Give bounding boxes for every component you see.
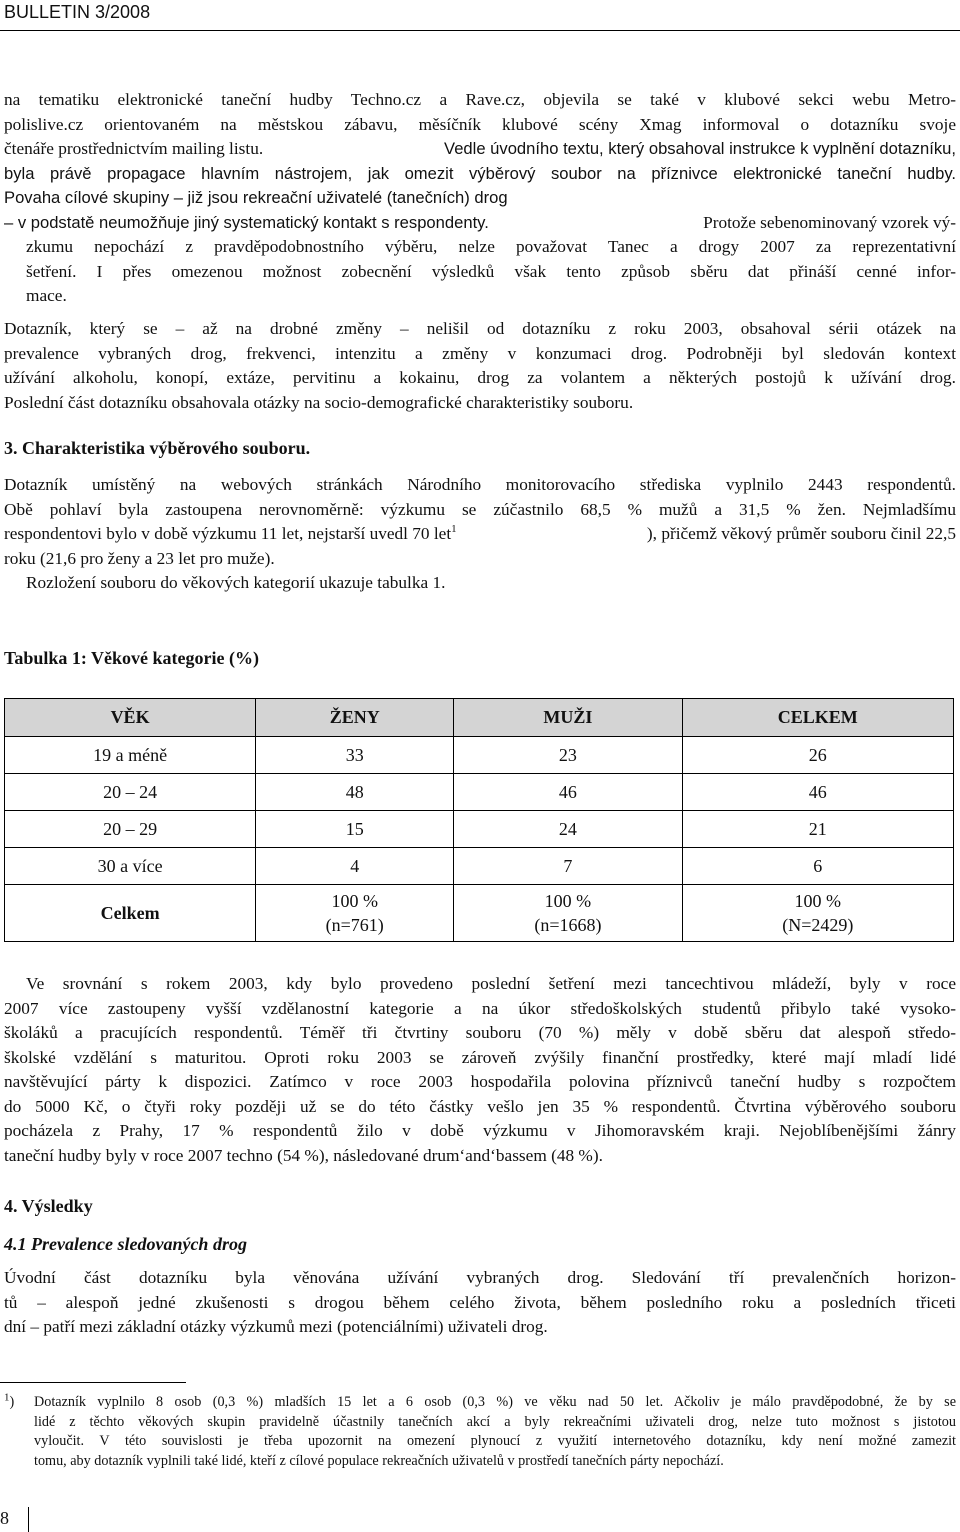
table-cell: 20 – 24: [5, 774, 256, 811]
text-fragment: – v podstatě neumožňuje jiný systematický kontakt s respondenty.: [4, 212, 489, 232]
total-n: (n=1668): [534, 915, 602, 935]
table-total-row: [5, 885, 954, 942]
table-row: [5, 848, 954, 885]
section-heading-3: 3. Charakteristika výběrového souboru.: [4, 438, 311, 458]
text-fragment: ), přičemž věkový průměr souboru činil 22,5: [646, 524, 956, 543]
column-header: VĚK: [5, 699, 256, 737]
text-line: Povaha cílové skupiny – již jsou rekreační uživatelé (tanečních) drog: [4, 188, 508, 207]
table-cell: 4: [256, 848, 454, 885]
text-line: prevalence vybraných drog, frekvenci, intenzitu a změny v konzumaci drog. Podrobněji byl sledován kontext: [4, 343, 956, 363]
text-fragment: Vedle úvodního textu, který obsahoval instrukce k vyplnění dotazníku,: [444, 139, 956, 158]
text-line: zkumu nepochází z pravděpodobnostního výběru, nelze považovat Tanec a drogy 2007 za reprezentativní: [26, 237, 956, 256]
text-line: pocházela z Prahy, 17 % respondentů žilo v době výzkumu v Jihomoravském kraji. Nejoblíbenějšími žánry: [4, 1121, 956, 1140]
table-cell: Celkem: [5, 885, 256, 942]
text-line: mace.: [26, 286, 67, 305]
section-heading-4: 4. Výsledky: [4, 1196, 93, 1216]
total-pct: 100 %: [544, 891, 592, 911]
table-cell: 20 – 29: [5, 811, 256, 848]
text-line: Dotazník umístěný na webových stránkách Národního monitorovacího střediska vyplnilo 2443 respondentů.: [4, 475, 956, 494]
text-fragment: respondentovi bylo v době výzkumu 11 let, nejstarší uvedl 70 let: [4, 524, 452, 543]
column-header: CELKEM: [682, 699, 953, 737]
text-line: [4, 137, 956, 162]
text-line: [4, 211, 956, 236]
footnote-line: tomu, aby dotazník vyplnili také lidé, kteří z cílové populace rekreačních uživatelů v prostředí tanečních párty nepochází.: [34, 1452, 724, 1469]
text-fragment: Protože sebenominovaný vzorek vý-: [703, 212, 956, 232]
text-line: Úvodní část dotazníku byla věnována užívání vybraných drog. Sledování tří prevalenčních horizon-: [4, 1268, 956, 1287]
table-cell: 30 a více: [5, 848, 256, 885]
total-n: (N=2429): [782, 915, 854, 935]
total-pct: 100 %: [331, 891, 378, 911]
text-line: roku (21,6 pro ženy a 23 let pro muže).: [4, 548, 275, 568]
table-row: [5, 737, 954, 774]
table-cell: 19 a méně: [5, 737, 256, 774]
text-line: taneční hudby byly v roce 2007 techno (54 %), následované drum‘and‘bassem (48 %).: [4, 1145, 603, 1165]
table-cell: 46: [682, 774, 953, 811]
text-line: polislive.cz orientovaném na městskou zábavu, měsíčník klubové scény Xmag informoval o dotazníku svoje: [4, 114, 956, 134]
table-caption: Tabulka 1: Věkové kategorie (%): [4, 648, 260, 668]
footnote-ref: 1: [451, 523, 457, 536]
total-pct: 100 %: [794, 891, 842, 911]
table-cell: 7: [454, 848, 682, 885]
text-line: školáků a pracujících respondentů. Téměř tři čtvrtiny souboru (70 %) měly v době sběru dat alespoň středo-: [4, 1023, 956, 1042]
table-cell: 33: [256, 737, 454, 774]
footnote-number: 1: [4, 1391, 10, 1404]
table-cell: 6: [682, 848, 953, 885]
header-rule: [0, 30, 960, 31]
page-number-rule: [28, 1507, 29, 1532]
text-line: [4, 522, 956, 547]
table-cell: 48: [256, 774, 454, 811]
paragraph-prevalence: [4, 1266, 956, 1340]
footnote-line: Dotazník vyplnilo 8 osob (0,3 %) mladších 15 let a 6 osob (0,3 %) ve věku nad 50 let. Ačkoliv je málo pravděpodobné, že by se: [34, 1394, 956, 1410]
paragraph-questionnaire: [4, 317, 956, 415]
bulletin-title: BULLETIN 3/2008: [4, 2, 151, 22]
table-cell: 26: [682, 737, 953, 774]
table-cell: 46: [454, 774, 682, 811]
text-line: Ve srovnání s rokem 2003, kdy bylo provedeno poslední šetření mezi tancechtivou mládeží, byly v roce: [26, 974, 956, 993]
text-line: školské vzdělání s maturitou. Oproti roku 2003 se zároveň zvýšily finanční prostředky, které mají mladí lidé: [4, 1047, 956, 1067]
table-cell: [682, 885, 953, 942]
text-fragment: čtenáře prostřednictvím mailing listu.: [4, 139, 264, 158]
column-header: MUŽI: [454, 699, 682, 737]
text-line: do 5000 Kč, o čtyři roky později už se do této částky vešlo jen 35 % respondentů. Čtvrtina výběrového souboru: [4, 1096, 956, 1116]
page-header: [0, 0, 960, 28]
text-line: 2007 více zastoupeny vyšší vzdělanostní kategorie a na úkor středoškolských studentů přibylo také vysoko-: [4, 998, 956, 1018]
table-cell: [454, 885, 682, 942]
text-line: Obě pohlaví byla zastoupena nerovnoměrně: výzkumu se zúčastnilo 68,5 % mužů a 31,5 % žen. Nejmladšímu: [4, 499, 956, 519]
text-line: Poslední část dotazníku obsahovala otázky na socio-demografické charakteristiky souboru.: [4, 392, 634, 412]
text-line: dní – patří mezi základní otázky výzkumů mezi (potenciálními) uživateli drog.: [4, 1317, 548, 1336]
footnote-line: vyloučit. V této souvislosti je třeba upozornit na omezení plynoucí z využití internetového dotazníku, kdy není možné zamezit: [34, 1433, 956, 1449]
table-header-row: [5, 699, 954, 737]
paragraph-sample: [4, 473, 956, 596]
paragraph-intro: [4, 88, 956, 309]
text-line: na tematiku elektronické taneční hudby Techno.cz a Rave.cz, objevila se také v klubové sekci webu Metro-: [4, 90, 956, 109]
footnote-separator: [0, 1382, 186, 1383]
text-line: tů – alespoň jedné zkušenosti s drogou během celého života, během posledního roku a posledních třiceti: [4, 1292, 956, 1312]
footnote-line: lidé z těchto věkových skupin pravidelně účastnily tanečních akcí a byly rekreačními uživateli drog, nelze tuto možnost s jistotou: [34, 1413, 956, 1430]
text-line: užívání alkoholu, konopí, extáze, pervitinu a kokainu, drog za volantem a některých postojů k užívání drog.: [4, 368, 956, 387]
text-line: navštěvující párty k dispozici. Zatímco v roce 2003 hospodařila polovina příznivců taneční hudby s rozpočtem: [4, 1072, 956, 1091]
text-line: byla právě propagace hlavním nástrojem, jak omezit výběrový soubor na příznivce elektronické taneční hudby.: [4, 163, 956, 183]
text-line: Rozložení souboru do věkových kategorií ukazuje tabulka 1.: [26, 573, 446, 592]
text-line: šetření. I přes omezenou možnost zobecnění výsledků však tento způsob sběru dat přináší cenné infor-: [26, 261, 956, 281]
text-fragment: [4, 522, 457, 547]
table-cell: 15: [256, 811, 454, 848]
age-table: [4, 698, 954, 942]
subsection-heading: 4.1 Prevalence sledovaných drog: [4, 1234, 247, 1254]
page-number: 8: [0, 1508, 9, 1528]
table-row: [5, 811, 954, 848]
table-row: [5, 774, 954, 811]
column-header: ŽENY: [256, 699, 454, 737]
table-cell: 23: [454, 737, 682, 774]
table-cell: 21: [682, 811, 953, 848]
footnote: [34, 1393, 956, 1471]
paragraph-comparison: [4, 972, 956, 1168]
text-line: Dotazník, který se – až na drobné změny – nelišil od dotazníku z roku 2003, obsahoval sérii otázek na: [4, 319, 956, 338]
table-cell: 24: [454, 811, 682, 848]
table-cell: [256, 885, 454, 942]
footnote-mark: $^1$): [4, 1391, 15, 1410]
total-n: (n=761): [325, 915, 384, 935]
